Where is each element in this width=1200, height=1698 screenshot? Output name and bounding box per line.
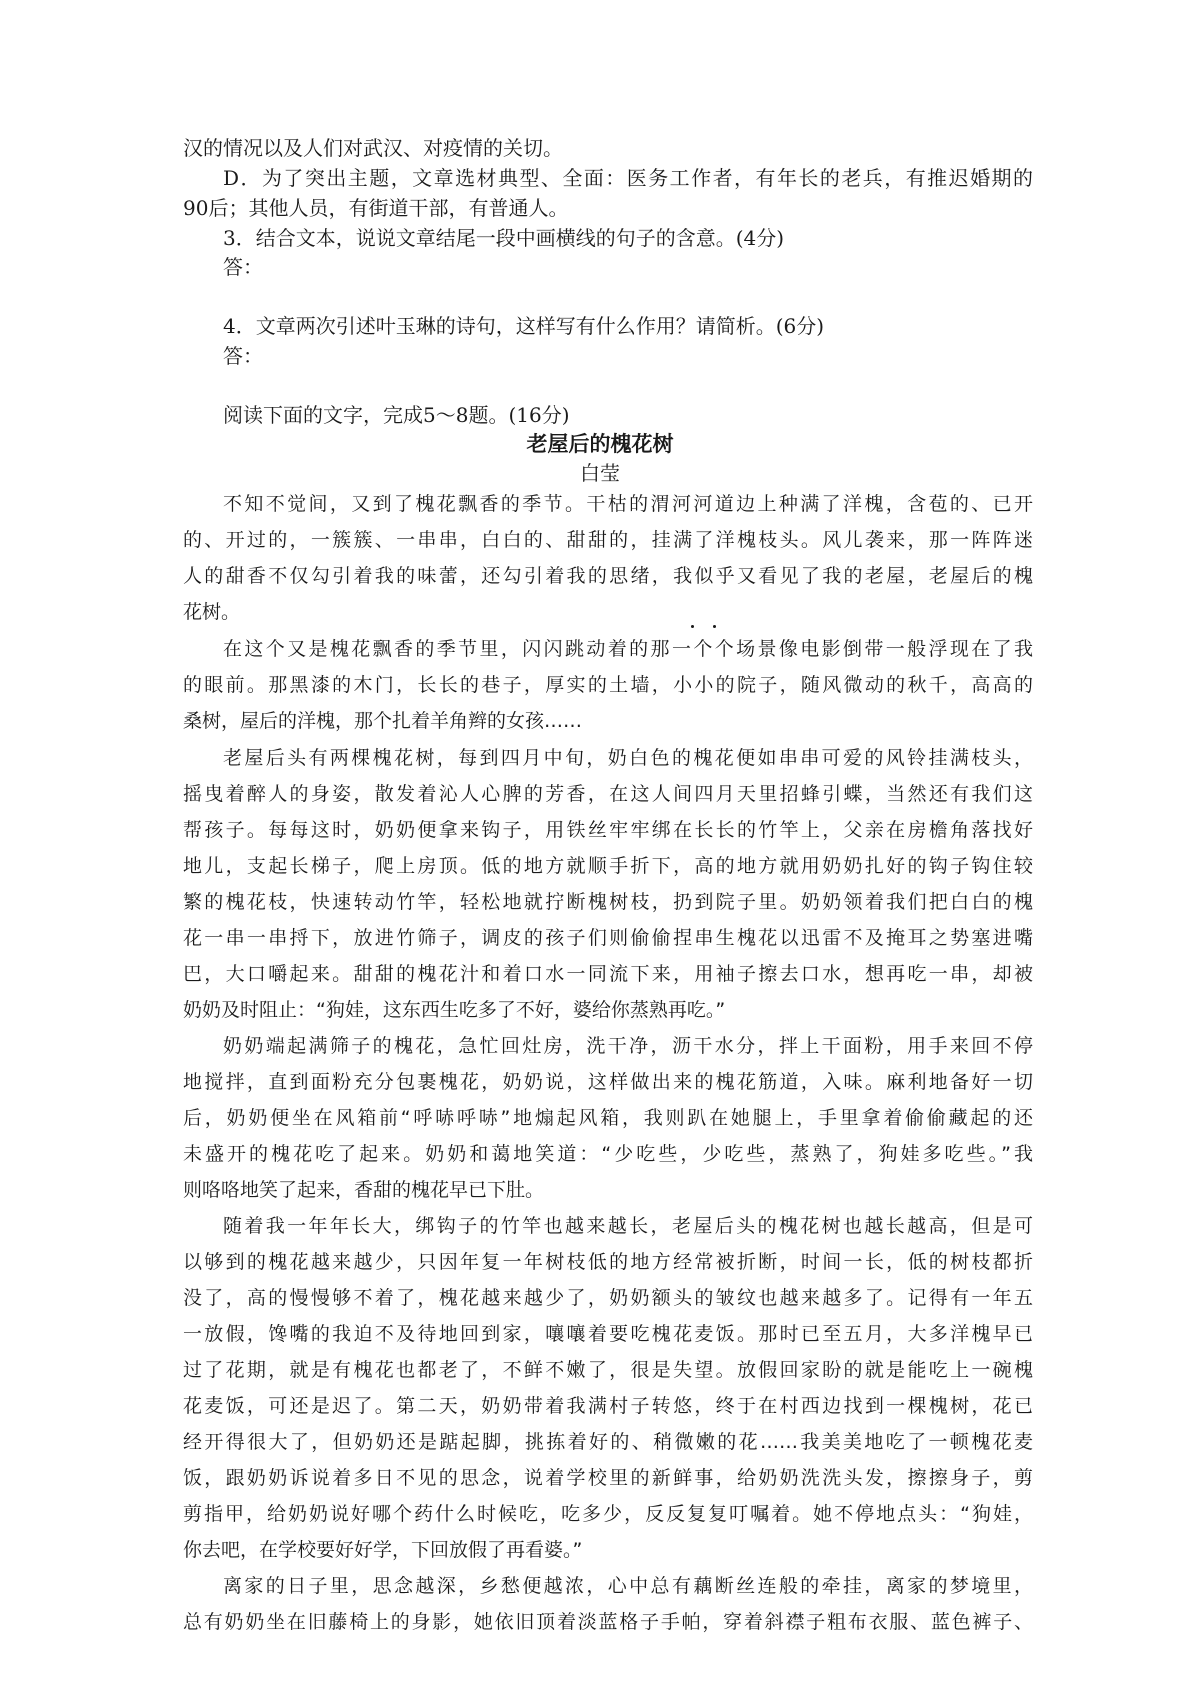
essay-line: 老屋后头有两棵槐花树，每到四月中旬，奶白色的槐花便如串串可爱的风铃挂满枝头， xyxy=(223,747,1033,769)
emphasis-dots xyxy=(687,625,727,631)
essay-line: 以够到的槐花越来越少，只因年复一年树枝低的地方经常被折断，时间一长，低的树枝都折 xyxy=(183,1251,1033,1273)
essay-line: 人的甜香不仅勾引着我的味蕾，还勾引着我的思绪，我似乎又看见了我的老屋，老屋后的槐 xyxy=(183,565,1033,587)
essay-line: 不知不觉间，又到了槐花飘香的季节。干枯的渭河河道边上种满了洋槐，含苞的、已开 xyxy=(223,493,1033,515)
essay-line: 随着我一年年长大，绑钩子的竹竿也越来越长，老屋后头的槐花树也越长越高，但是可 xyxy=(223,1215,1033,1237)
essay-line: 巴，大口嚼起来。甜甜的槐花汁和着口水一同流下来，用袖子擦去口水，想再吃一串，却被 xyxy=(183,963,1033,985)
essay-line: 的眼前。那黑漆的木门，长长的巷子，厚实的土墙，小小的院子，随风微动的秋千，高高的 xyxy=(183,674,1033,696)
essay-line: 繁的槐花枝，快速转动竹竿，轻松地就拧断槐树枝，扔到院子里。奶奶领着我们把白白的槐 xyxy=(183,891,1033,913)
essay-line: 剪指甲，给奶奶说好哪个药什么时候吃，吃多少，反反复复叮嘱着。她不停地点头：“狗娃， xyxy=(183,1503,1033,1525)
question-3-answer-label: 答： xyxy=(223,255,263,279)
essay-line: 后，奶奶便坐在风箱前“呼哧呼哧”地煽起风箱，我则趴在她腿上，手里拿着偷偷藏起的还 xyxy=(183,1107,1033,1129)
essay-line: 总有奶奶坐在旧藤椅上的身影，她依旧顶着淡蓝格子手帕，穿着斜襟子粗布衣服、蓝色裤子、 xyxy=(183,1611,1033,1633)
essay-line: 一放假，馋嘴的我迫不及待地回到家，嚷嚷着要吃槐花麦饭。那时已至五月，大多洋槐早已 xyxy=(183,1323,1033,1345)
essay-line: 未盛开的槐花吃了起来。奶奶和蔼地笑道：“少吃些，少吃些，蒸熟了，狗娃多吃些。”我 xyxy=(183,1143,1033,1165)
essay-line: 饭，跟奶奶诉说着多日不见的思念，说着学校里的新鲜事，给奶奶洗洗头发，擦擦身子，剪 xyxy=(183,1467,1033,1489)
essay-line: 花一串一串捋下，放进竹筛子，调皮的孩子们则偷偷捏串生槐花以迅雷不及掩耳之势塞进嘴 xyxy=(183,927,1033,949)
essay-line: 帮孩子。每每这时，奶奶便拿来钩子，用铁丝牢牢绑在长长的竹竿上，父亲在房檐角落找好 xyxy=(183,819,1033,841)
essay-line: 花树。 xyxy=(183,601,241,623)
essay-author: 白莹 xyxy=(580,461,620,485)
reading-instruction: 阅读下面的文字，完成5～8题。(16分) xyxy=(223,403,570,427)
option-d-line-2: 90后；其他人员，有街道干部，有普通人。 xyxy=(183,196,569,220)
essay-line: 桑树，屋后的洋槐，那个扎着羊角辫的女孩…… xyxy=(183,710,583,732)
essay-title: 老屋后的槐花树 xyxy=(526,431,674,456)
essay-line: 地儿，支起长梯子，爬上房顶。低的地方就顺手折下，高的地方就用奶奶扎好的钩子钩住较 xyxy=(183,855,1033,877)
essay-line: 过了花期，就是有槐花也都老了，不鲜不嫩了，很是失望。放假回家盼的就是能吃上一碗槐 xyxy=(183,1359,1033,1381)
essay-line: 地搅拌，直到面粉充分包裹槐花，奶奶说，这样做出来的槐花筋道，入味。麻利地备好一切 xyxy=(183,1071,1033,1093)
essay-line: 离家的日子里，思念越深，乡愁便越浓，心中总有藕断丝连般的牵挂，离家的梦境里， xyxy=(223,1575,1033,1597)
essay-line: 则咯咯地笑了起来，香甜的槐花早已下肚。 xyxy=(183,1179,545,1201)
essay-line: 你去吧，在学校要好好学，下回放假了再看婆。” xyxy=(183,1539,583,1561)
question-3: 3．结合文本，说说文章结尾一段中画横线的句子的含意。(4分) xyxy=(223,226,785,250)
essay-line: 花麦饭，可还是迟了。第二天，奶奶带着我满村子转悠，终于在村西边找到一棵槐树，花已 xyxy=(183,1395,1033,1417)
question-4: 4．文章两次引述叶玉琳的诗句，这样写有什么作用？请简析。(6分) xyxy=(223,314,825,338)
question-4-answer-label: 答： xyxy=(223,344,263,368)
option-d-line-1: D．为了突出主题，文章选材典型、全面：医务工作者，有年长的老兵，有推迟婚期的 xyxy=(223,166,1033,190)
option-c-continuation: 汉的情况以及人们对武汉、对疫情的关切。 xyxy=(183,136,563,160)
essay-line: 经开得很大了，但奶奶还是踮起脚，挑拣着好的、稍微嫩的花……我美美地吃了一顿槐花麦 xyxy=(183,1431,1033,1453)
essay-line: 在这个又是槐花飘香的季节里，闪闪跳动着的那一个个场景像电影倒带一般浮现在了我 xyxy=(223,638,1033,660)
essay-line: 没了，高的慢慢够不着了，槐花越来越少了，奶奶额头的皱纹也越来越多了。记得有一年五 xyxy=(183,1287,1033,1309)
essay-line: 奶奶端起满筛子的槐花，急忙回灶房，洗干净，沥干水分，拌上干面粉，用手来回不停 xyxy=(223,1035,1033,1057)
essay-line: 摇曳着醉人的身姿，散发着沁人心脾的芳香，在这人间四月天里招蜂引蝶，当然还有我们这 xyxy=(183,783,1033,805)
essay-line: 的、开过的，一簇簇、一串串，白白的、甜甜的，挂满了洋槐枝头。风儿袭来，那一阵阵迷 xyxy=(183,529,1033,551)
essay-line: 奶奶及时阻止：“狗娃，这东西生吃多了不好，婆给你蒸熟再吃。” xyxy=(183,999,726,1021)
